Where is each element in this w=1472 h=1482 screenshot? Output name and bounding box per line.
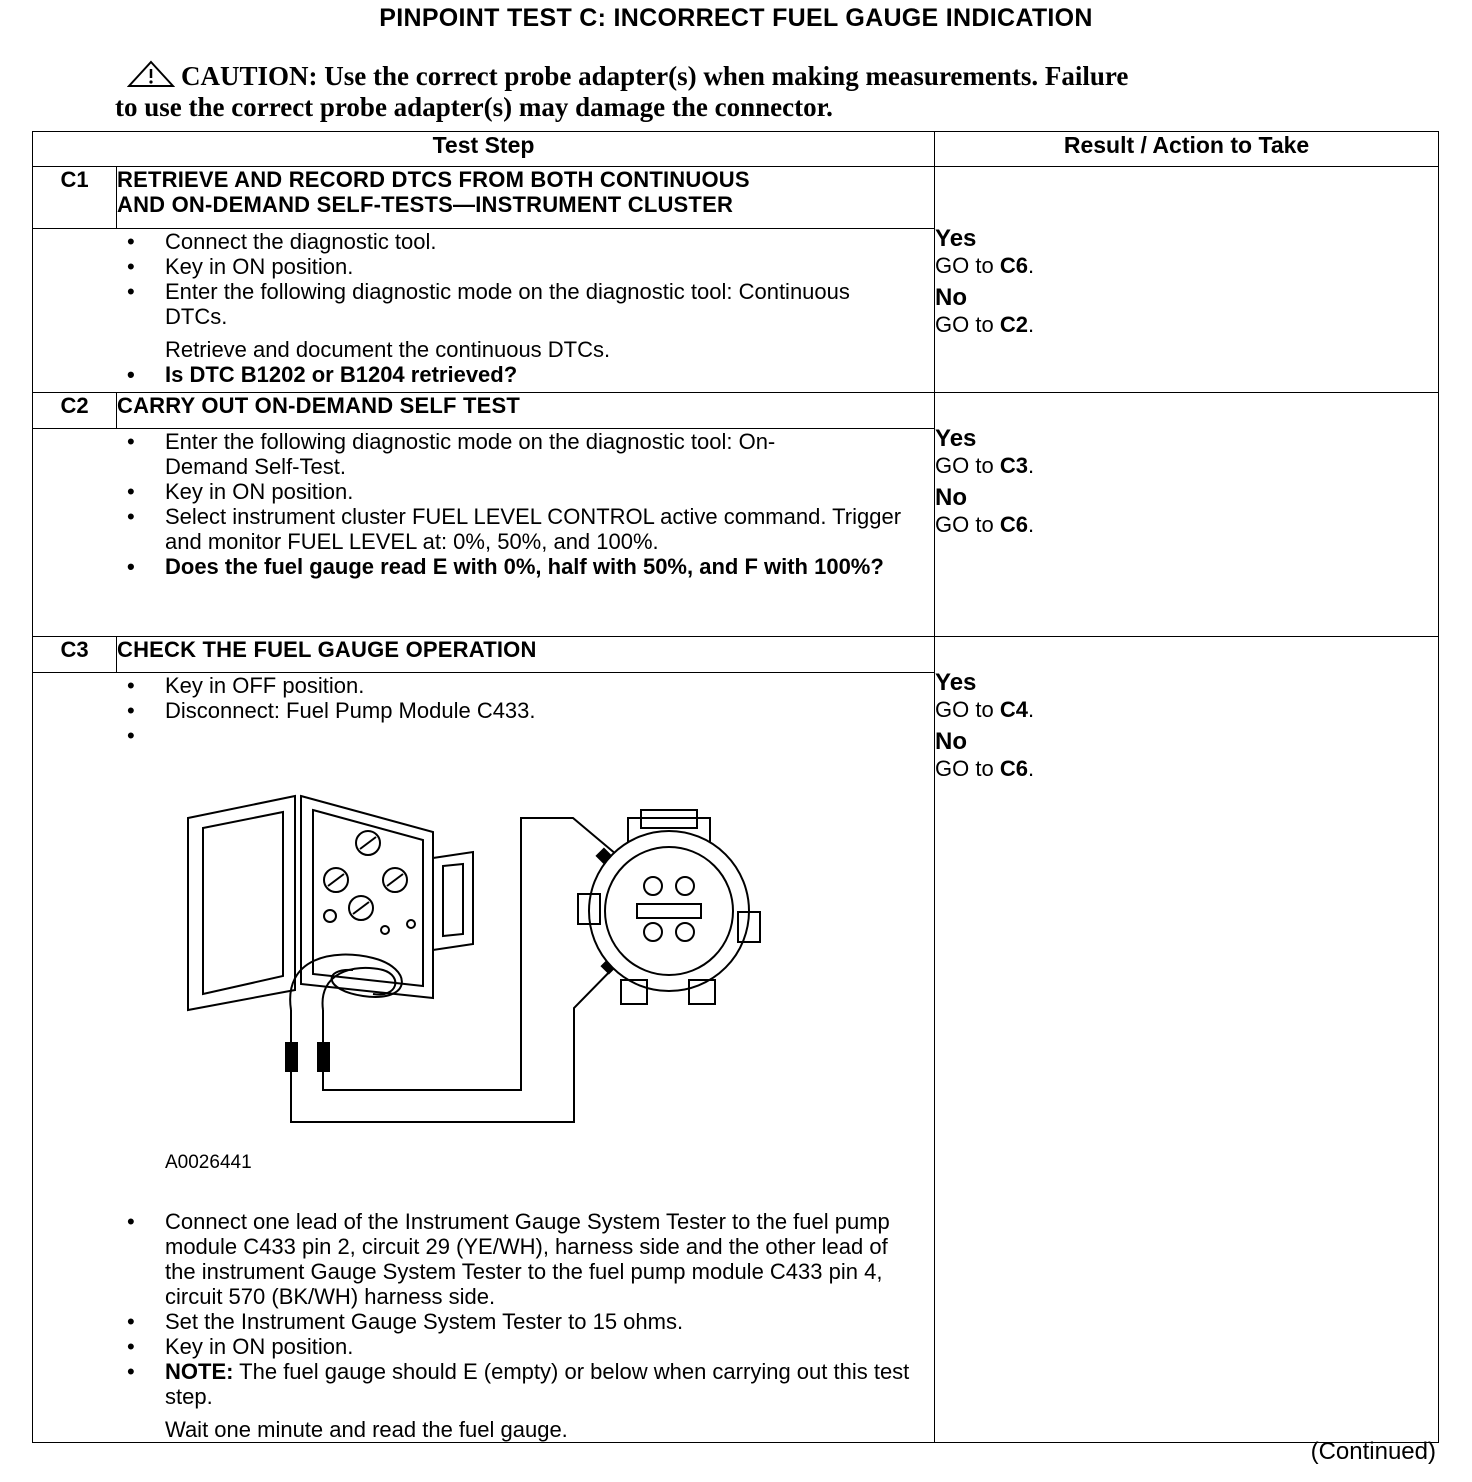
result-no: No — [935, 284, 968, 311]
result-yes-action: GO to C3. — [935, 453, 1035, 478]
result-no-action: GO to C6. — [935, 756, 1035, 781]
header-result: Result / Action to Take — [935, 132, 1439, 167]
list-item: • Key in ON position. — [33, 1334, 934, 1359]
gauge-tester-wiring-illustration — [33, 748, 853, 1148]
step-id: C1 — [33, 167, 117, 229]
list-item-note — [33, 1359, 934, 1409]
step-body — [33, 673, 935, 1443]
step-body — [33, 229, 935, 393]
step-question: • Is DTC B1202 or B1204 retrieved? — [33, 362, 934, 387]
caution-line2: to use the correct probe adapter(s) may damage the connector. — [115, 92, 833, 122]
list-item: • Key in OFF position. — [33, 673, 934, 698]
step-body — [33, 429, 935, 637]
step-id: C3 — [33, 637, 117, 673]
step-result — [935, 393, 1439, 637]
list-item: • Connect the diagnostic tool. — [33, 229, 934, 254]
result-yes-action: GO to C6. — [935, 253, 1035, 278]
result-yes: Yes — [935, 225, 977, 252]
step-id: C2 — [33, 393, 117, 429]
step-continuation: Retrieve and document the continuous DTCs. — [165, 337, 611, 362]
caution-line1: CAUTION: Use the correct probe adapter(s) when making measurements. Failure — [181, 61, 1129, 91]
step-continuation: Wait one minute and read the fuel gauge. — [165, 1417, 568, 1442]
continued-label: (Continued) — [1310, 1438, 1436, 1465]
header-test-step: Test Step — [33, 132, 935, 167]
pinpoint-test-table — [32, 131, 1439, 1443]
result-no: No — [935, 484, 968, 511]
list-item: • Connect one lead of the Instrument Gauge System Tester to the fuel pump module C433 pin 2, circuit 29 (YE/WH), harness side and the other lead of the instrument Gauge System Tester to the fuel pump module C433 pin 4, circuit 570 (BK/WH) harness side. — [33, 1209, 934, 1309]
warning-triangle-icon — [127, 60, 175, 88]
list-item: • Set the Instrument Gauge System Tester to 15 ohms. — [33, 1309, 934, 1334]
list-item: • Enter the following diagnostic mode on the diagnostic tool: Continuous DTCs. — [33, 279, 934, 329]
step-title: CARRY OUT ON-DEMAND SELF TEST — [117, 393, 935, 429]
caution-notice — [115, 60, 1345, 123]
result-no: No — [935, 728, 968, 755]
result-yes: Yes — [935, 425, 977, 452]
step-result — [935, 637, 1439, 1443]
note-text: The fuel gauge should E (empty) or below when carrying out this test step. — [165, 1359, 910, 1409]
figure-code: A0026441 — [165, 1152, 252, 1173]
result-no-action: GO to C2. — [935, 312, 1035, 337]
result-yes-action: GO to C4. — [935, 697, 1035, 722]
list-item-figure-bullet — [33, 723, 934, 748]
step-title: CHECK THE FUEL GAUGE OPERATION — [117, 637, 935, 673]
step-title: RETRIEVE AND RECORD DTCS FROM BOTH CONTINUOUS AND ON-DEMAND SELF-TESTS—INSTRUMENT CLUSTER — [117, 167, 935, 229]
list-item: • Key in ON position. — [33, 479, 934, 504]
list-item: • Key in ON position. — [33, 254, 934, 279]
list-item: • Disconnect: Fuel Pump Module C433. — [33, 698, 934, 723]
list-item: • Enter the following diagnostic mode on the diagnostic tool: On-Demand Self-Test. — [33, 429, 934, 479]
page-title: PINPOINT TEST C: INCORRECT FUEL GAUGE INDICATION — [379, 4, 1093, 32]
result-no-action: GO to C6. — [935, 512, 1035, 537]
step-result — [935, 167, 1439, 393]
result-yes: Yes — [935, 669, 977, 696]
note-label: NOTE: — [165, 1359, 234, 1384]
list-item: • Select instrument cluster FUEL LEVEL CONTROL active command. Trigger and monitor FUEL LEVEL at: 0%, 50%, and 100%. — [33, 504, 934, 554]
step-question: • Does the fuel gauge read E with 0%, half with 50%, and F with 100%? — [33, 554, 934, 579]
fuel-pump-connector-diagram — [33, 748, 853, 1168]
